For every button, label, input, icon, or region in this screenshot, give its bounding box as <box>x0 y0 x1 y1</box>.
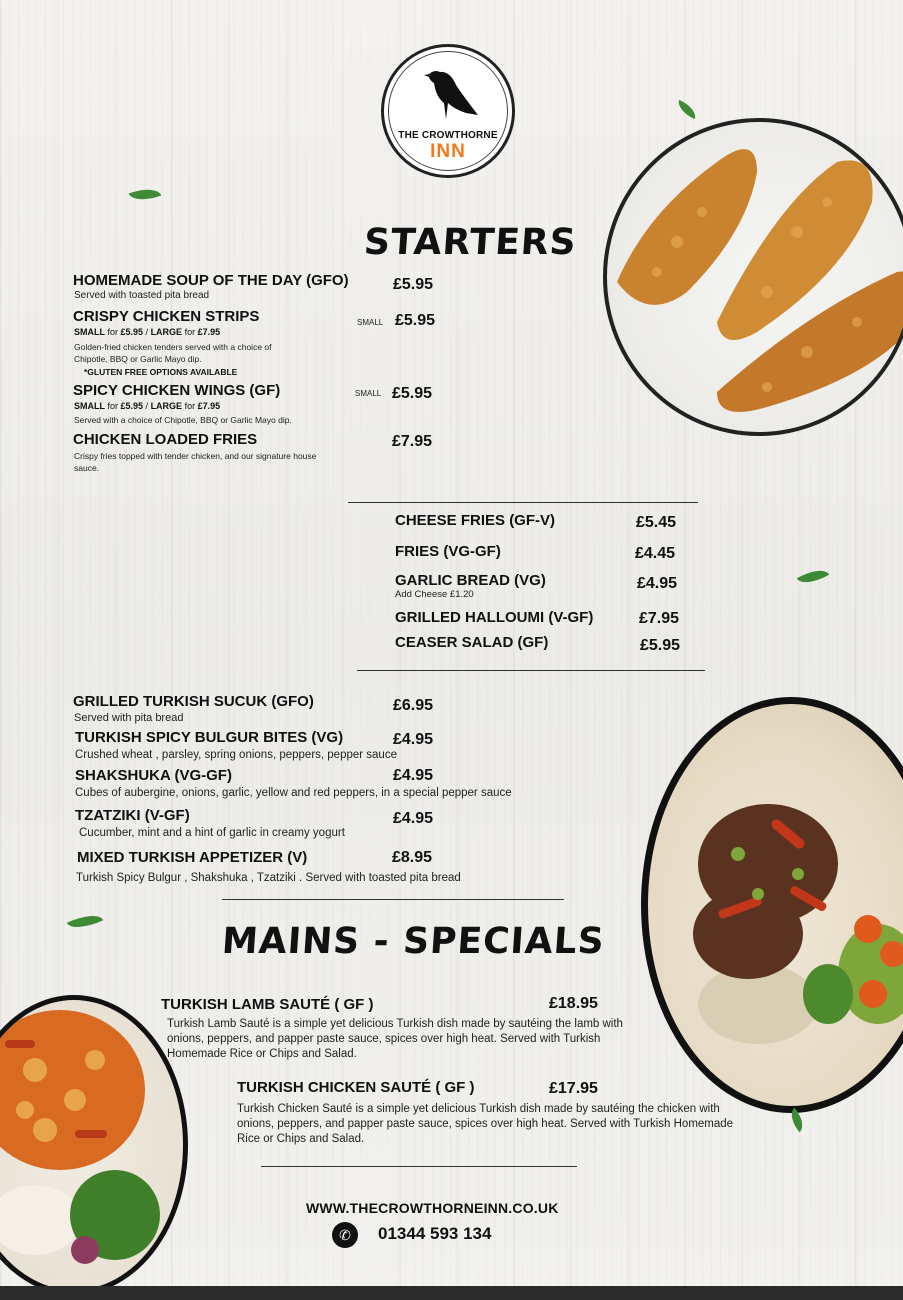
menu-item-name: HOMEMADE SOUP OF THE DAY (GFO) <box>73 272 349 289</box>
menu-item-name: GARLIC BREAD (VG) <box>395 572 546 589</box>
divider <box>261 1166 577 1167</box>
menu-item-name: TURKISH LAMB SAUTÉ ( GF ) <box>161 996 374 1013</box>
crowthorne-inn-logo <box>381 44 515 178</box>
menu-item-description: Served with pita bread <box>74 712 184 724</box>
menu-item-name: MIXED TURKISH APPETIZER (V) <box>77 849 308 866</box>
menu-item-name: SHAKSHUKA (VG-GF) <box>75 767 232 784</box>
menu-item-price: £5.95 <box>393 276 434 293</box>
menu-item-price: £4.95 <box>637 575 678 592</box>
menu-item-name: TURKISH CHICKEN SAUTÉ ( GF ) <box>237 1079 475 1096</box>
lamb-saute-photo <box>641 697 903 1113</box>
menu-item-name: TURKISH SPICY BULGUR BITES (VG) <box>75 729 344 746</box>
menu-item-description: Golden-fried chicken tenders served with a choice of Chipotle, BBQ or Garlic Mayo dip. <box>74 342 272 364</box>
menu-item-name: CEASER SALAD (GF) <box>395 634 549 651</box>
menu-item-name: SPICY CHICKEN WINGS (GF) <box>73 382 281 399</box>
leaf-decoration <box>67 908 103 934</box>
logo-inn: INN <box>430 141 466 162</box>
menu-item-price: £6.95 <box>393 697 434 714</box>
bottom-bar <box>0 1286 903 1300</box>
menu-item-name: CRISPY CHICKEN STRIPS <box>73 308 260 325</box>
menu-item-price: £4.45 <box>635 545 676 562</box>
logo-name: THE CROWTHORNE <box>398 130 498 141</box>
menu-item-price: £7.95 <box>639 610 680 627</box>
menu-item-name: GRILLED HALLOUMI (V-GF) <box>395 609 594 626</box>
menu-item-name: CHICKEN LOADED FRIES <box>73 431 258 448</box>
menu-item-price: £4.95 <box>393 767 434 784</box>
menu-item-name: TZATZIKI (V-GF) <box>75 807 190 824</box>
divider <box>222 899 564 900</box>
menu-item-description: Turkish Spicy Bulgur , Shakshuka , Tzatziki . Served with toasted pita bread <box>76 872 461 884</box>
phone-icon: ✆ <box>332 1222 358 1248</box>
menu-item-description: Turkish Lamb Sauté is a simple yet delicious Turkish dish made by sautéing the lamb with onions, peppers, and papper paste sauce, spices over high heat. Served with Turkish Homemade Rice or Chips and Salad. <box>167 1018 623 1060</box>
chicken-saute-photo <box>0 995 188 1295</box>
divider <box>357 670 705 671</box>
portion-sizes: SMALL for £5.95 / LARGE for £7.95 <box>74 401 221 411</box>
menu-item-price: £5.95 <box>392 385 433 402</box>
divider <box>348 502 698 503</box>
crispy-chicken-photo <box>603 118 903 436</box>
menu-item-description: Cucumber, mint and a hint of garlic in creamy yogurt <box>79 827 345 839</box>
leaf-decoration <box>797 563 829 589</box>
menu-item-description: Crushed wheat , parsley, spring onions, peppers, pepper sauce <box>75 749 397 761</box>
portion-tag: SMALL <box>357 318 384 327</box>
menu-item-description: Turkish Chicken Sauté is a simple yet delicious Turkish dish made by sautéing the chicken with onions, peppers, and papper paste sauce, spices over high heat. Served with Turkish Homemade Rice or Chips and Salad. <box>237 1103 734 1145</box>
starters-heading: STARTERS <box>362 222 578 263</box>
menu-item-price: £4.95 <box>393 731 434 748</box>
gluten-free-note: *GLUTEN FREE OPTIONS AVAILABLE <box>84 367 238 377</box>
website-link[interactable]: WWW.THECROWTHORNEINN.CO.UK <box>306 1200 559 1216</box>
portion-tag: SMALL <box>355 389 382 398</box>
menu-item-price: £5.95 <box>395 312 436 329</box>
menu-item-description: Crispy fries topped with tender chicken, and our signature house sauce. <box>74 451 317 473</box>
menu-item-description: Served with a choice of Chipotle, BBQ or Garlic Mayo dip. <box>74 415 292 425</box>
menu-item-price: £5.45 <box>636 514 677 531</box>
portion-sizes: SMALL for £5.95 / LARGE for £7.95 <box>74 327 221 337</box>
phone-number[interactable]: 01344 593 134 <box>378 1224 492 1243</box>
menu-item-price: £18.95 <box>549 995 598 1012</box>
menu-item-description: Served with toasted pita bread <box>74 290 210 301</box>
menu-item-name: CHEESE FRIES (GF-V) <box>395 512 556 529</box>
crow-icon <box>420 63 480 129</box>
menu-item-price: £5.95 <box>640 637 681 654</box>
menu-item-price: £7.95 <box>392 433 433 450</box>
menu-item-description: Add Cheese £1.20 <box>395 589 474 600</box>
menu-item-price: £17.95 <box>549 1080 598 1097</box>
leaf-decoration <box>675 100 700 119</box>
leaf-decoration <box>129 183 162 205</box>
menu-item-name: FRIES (VG-GF) <box>395 543 501 560</box>
menu-item-description: Cubes of aubergine, onions, garlic, yellow and red peppers, in a special pepper sauce <box>75 787 512 799</box>
menu-item-price: £8.95 <box>392 849 433 866</box>
menu-item-name: GRILLED TURKISH SUCUK (GFO) <box>73 693 314 710</box>
menu-item-price: £4.95 <box>393 810 434 827</box>
mains-heading: MAINS - SPECIALS <box>220 921 607 962</box>
